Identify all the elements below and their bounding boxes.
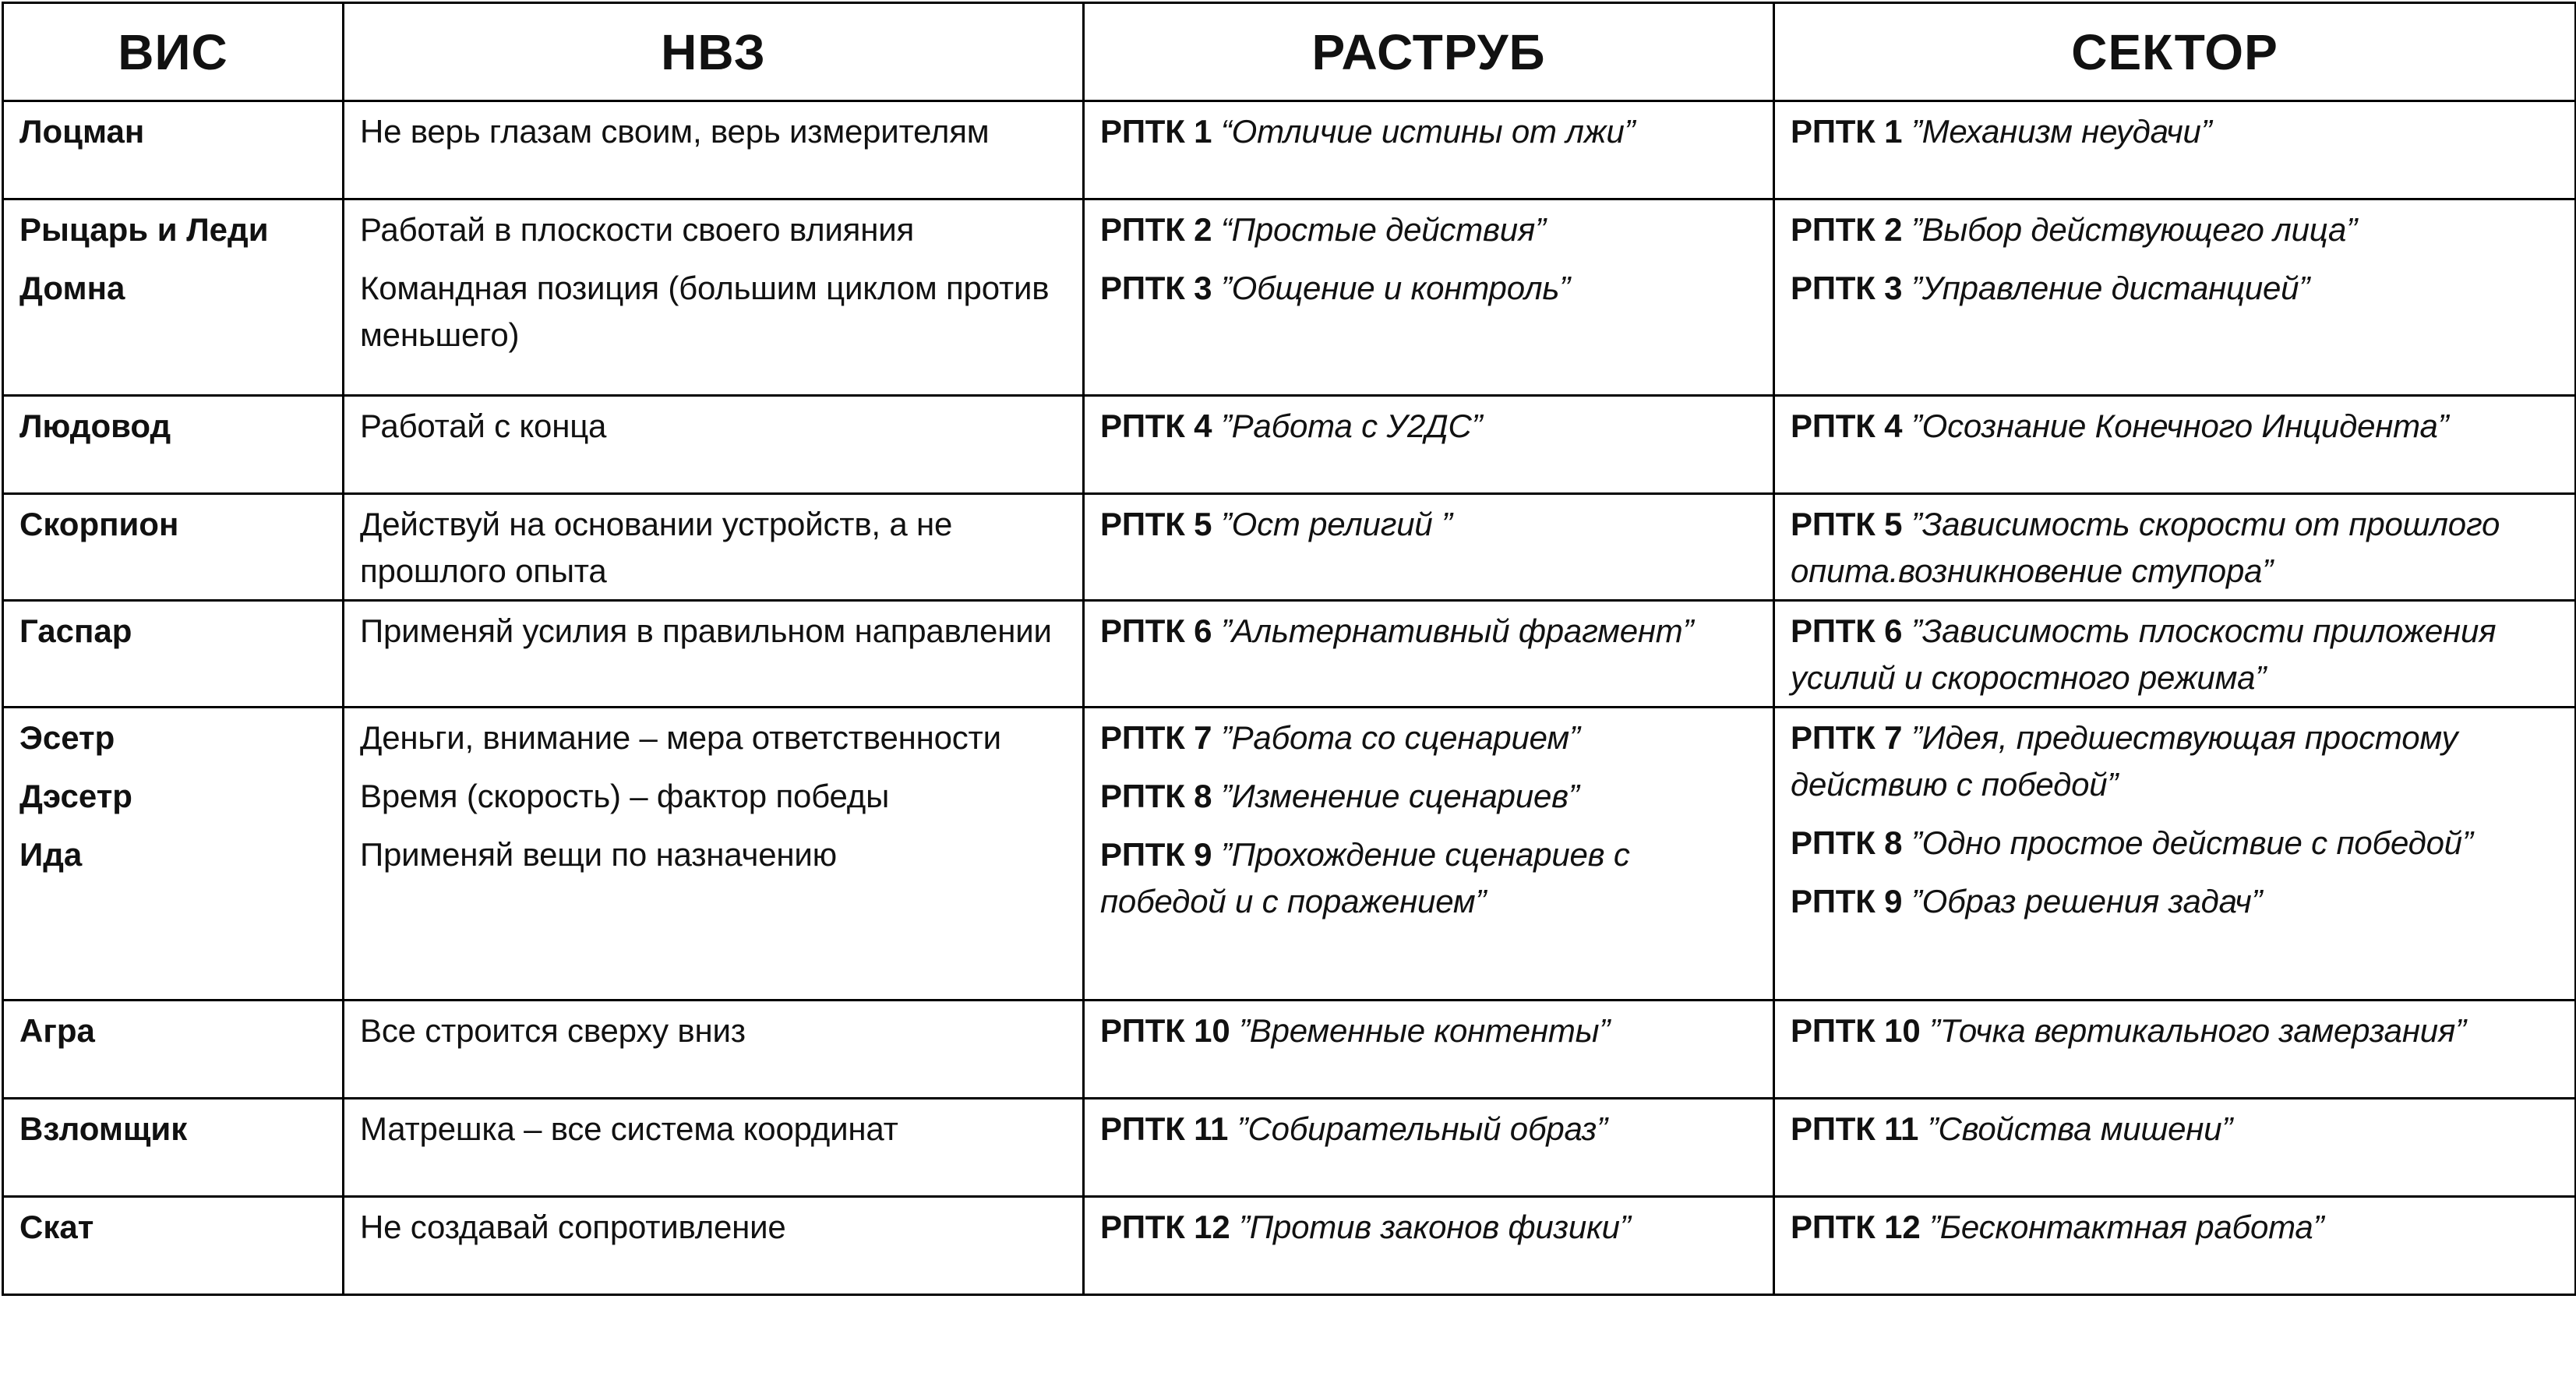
table-header-row: [3, 3, 2576, 101]
rptk-title: ”Зависимость скорости от прошлого опита.возникновение ступора”: [1791, 506, 2500, 589]
cell-nvz: [344, 101, 1084, 199]
rastrub-entry: [1100, 608, 1759, 655]
nvz-principle: Применяй усилия в правильном направлении: [360, 612, 1052, 649]
vis-name: Гаспар: [19, 612, 132, 649]
rptk-code: РПТК 2: [1100, 211, 1212, 248]
nvz-principle: Работай с конца: [360, 408, 607, 444]
rptk-code: РПТК 5: [1791, 506, 1903, 542]
entry-gap: [360, 761, 1068, 773]
rastrub-entry: [1100, 108, 1759, 155]
rastrub-entry: [1100, 265, 1759, 312]
cell-nvz: [344, 1197, 1084, 1295]
rptk-code: РПТК 8: [1791, 824, 1903, 861]
cell-vis: [3, 101, 344, 199]
entry-gap: [1791, 253, 2560, 265]
entry-gap: [1100, 820, 1759, 831]
entry-gap: [1791, 867, 2560, 878]
cell-vis: [3, 1197, 344, 1295]
rptk-title: ”Бесконтактная работа”: [1928, 1209, 2324, 1245]
rptk-code: РПТК 4: [1100, 408, 1212, 444]
rptk-title: ”Работа со сценарием”: [1220, 719, 1580, 756]
table-body: [3, 101, 2576, 1295]
vis-name: Взломщик: [19, 1110, 188, 1147]
table-row: [3, 1197, 2576, 1295]
cell-rastrub: [1084, 494, 1774, 601]
cell-sector: [1774, 494, 2576, 601]
rastrub-entry: [1100, 1204, 1759, 1251]
sector-entry: [1791, 715, 2560, 808]
sector-entry: [1791, 1008, 2560, 1054]
cell-vis: [3, 601, 344, 708]
rptk-title: ”Механизм неудачи”: [1911, 113, 2212, 150]
sector-entry: [1791, 1106, 2560, 1152]
sector-entry: [1791, 608, 2560, 701]
rastrub-entry: [1100, 501, 1759, 548]
vis-name: Ида: [19, 836, 83, 873]
entry-gap: [1100, 761, 1759, 773]
nvz-principle: Не создавай сопротивление: [360, 1209, 786, 1245]
nvz-principle: Все строится сверху вниз: [360, 1012, 746, 1049]
table-row: [3, 708, 2576, 1001]
cell-rastrub: [1084, 1001, 1774, 1099]
table-row: [3, 494, 2576, 601]
rptk-code: РПТК 3: [1791, 270, 1903, 306]
entry-gap: [19, 253, 328, 265]
column-header-nvz: НВЗ: [344, 3, 1084, 101]
cell-rastrub: [1084, 601, 1774, 708]
cell-sector: [1774, 1197, 2576, 1295]
cell-vis: [3, 396, 344, 494]
rptk-code: РПТК 7: [1791, 719, 1903, 756]
cell-nvz: [344, 1001, 1084, 1099]
vis-name: Людовод: [19, 408, 171, 444]
rptk-title: ”Собирательный образ”: [1237, 1110, 1607, 1147]
cell-vis: [3, 494, 344, 601]
cell-sector: [1774, 101, 2576, 199]
rptk-title: ”Управление дистанцией”: [1911, 270, 2310, 306]
rptk-title: ”Свойства мишени”: [1927, 1110, 2233, 1147]
sector-entry: [1791, 820, 2560, 867]
rptk-code: РПТК 12: [1791, 1209, 1921, 1245]
main-table: [2, 2, 2576, 1296]
rastrub-entry: [1100, 715, 1759, 761]
rptk-code: РПТК 4: [1791, 408, 1903, 444]
cell-sector: [1774, 1001, 2576, 1099]
column-header-sector: СЕКТОР: [1774, 3, 2576, 101]
rptk-code: РПТК 1: [1791, 113, 1903, 150]
cell-vis: [3, 1099, 344, 1197]
cell-sector: [1774, 396, 2576, 494]
rptk-title: ”Общение и контроль”: [1220, 270, 1571, 306]
rptk-title: ”Против законов физики”: [1238, 1209, 1631, 1245]
vis-name: Агра: [19, 1012, 95, 1049]
sector-entry: [1791, 265, 2560, 312]
nvz-principle: Деньги, внимание – мера ответственности: [360, 719, 1001, 756]
rastrub-entry: [1100, 831, 1759, 925]
rastrub-entry: [1100, 1106, 1759, 1152]
cell-nvz: [344, 601, 1084, 708]
vis-name: Дэсетр: [19, 778, 132, 814]
rptk-code: РПТК 11: [1791, 1110, 1919, 1147]
rptk-code: РПТК 3: [1100, 270, 1212, 306]
rptk-title: ”Осознание Конечного Инцидента”: [1911, 408, 2449, 444]
cell-sector: [1774, 199, 2576, 396]
vis-name: Лоцман: [19, 113, 145, 150]
cell-vis: [3, 1001, 344, 1099]
nvz-principle: Время (скорость) – фактор победы: [360, 778, 890, 814]
table-row: [3, 1099, 2576, 1197]
rastrub-entry: [1100, 206, 1759, 253]
cell-vis: [3, 199, 344, 396]
vis-name: Скорпион: [19, 506, 179, 542]
rptk-code: РПТК 6: [1100, 612, 1212, 649]
rptk-title: ”Точка вертикального замерзания”: [1928, 1012, 2466, 1049]
cell-rastrub: [1084, 101, 1774, 199]
sector-entry: [1791, 878, 2560, 925]
rptk-title: ”Образ решения задач”: [1911, 883, 2263, 919]
nvz-principle: Применяй вещи по назначению: [360, 836, 837, 873]
cell-sector: [1774, 601, 2576, 708]
cell-nvz: [344, 396, 1084, 494]
sector-entry: [1791, 1204, 2560, 1251]
sector-entry: [1791, 501, 2560, 595]
entry-gap: [1100, 253, 1759, 265]
vis-name: Рыцарь и Леди: [19, 211, 269, 248]
nvz-principle: Работай в плоскости своего влияния: [360, 211, 914, 248]
rptk-code: РПТК 12: [1100, 1209, 1230, 1245]
entry-gap: [19, 820, 328, 831]
table-row: [3, 1001, 2576, 1099]
table-row: [3, 101, 2576, 199]
cell-rastrub: [1084, 708, 1774, 1001]
rptk-code: РПТК 8: [1100, 778, 1212, 814]
cell-vis: [3, 708, 344, 1001]
cell-rastrub: [1084, 199, 1774, 396]
rptk-title: ”Прохождение сценариев с победой и с поражением”: [1100, 836, 1630, 919]
column-header-rastrub: РАСТРУБ: [1084, 3, 1774, 101]
rptk-title: ”Ост религий ”: [1220, 506, 1452, 542]
rptk-code: РПТК 7: [1100, 719, 1212, 756]
rptk-code: РПТК 5: [1100, 506, 1212, 542]
cell-nvz: [344, 494, 1084, 601]
rptk-code: РПТК 6: [1791, 612, 1903, 649]
sector-entry: [1791, 403, 2560, 450]
table-row: [3, 199, 2576, 396]
rptk-title: ”Альтернативный фрагмент”: [1220, 612, 1694, 649]
rptk-code: РПТК 10: [1100, 1012, 1230, 1049]
rptk-code: РПТК 9: [1791, 883, 1903, 919]
rptk-code: РПТК 9: [1100, 836, 1212, 873]
cell-nvz: [344, 1099, 1084, 1197]
rptk-title: ”Временные контенты”: [1238, 1012, 1611, 1049]
rptk-code: РПТК 2: [1791, 211, 1903, 248]
rptk-code: РПТК 1: [1100, 113, 1212, 150]
rptk-code: РПТК 11: [1100, 1110, 1229, 1147]
rptk-title: ”Изменение сценариев”: [1220, 778, 1579, 814]
cell-sector: [1774, 1099, 2576, 1197]
entry-gap: [1791, 808, 2560, 820]
entry-gap: [19, 761, 328, 773]
cell-rastrub: [1084, 1197, 1774, 1295]
rptk-title: “Простые действия”: [1220, 211, 1546, 248]
rptk-title: ”Одно простое действие с победой”: [1911, 824, 2473, 861]
rptk-code: РПТК 10: [1791, 1012, 1921, 1049]
sector-entry: [1791, 108, 2560, 155]
vis-name: Домна: [19, 270, 125, 306]
cell-sector: [1774, 708, 2576, 1001]
rastrub-entry: [1100, 1008, 1759, 1054]
nvz-principle: Командная позиция (большим циклом против меньшего): [360, 270, 1050, 353]
rastrub-entry: [1100, 403, 1759, 450]
column-header-vis: ВИС: [3, 3, 344, 101]
vis-name: Эсетр: [19, 719, 115, 756]
rastrub-entry: [1100, 773, 1759, 820]
table-row: [3, 396, 2576, 494]
nvz-principle: Матрешка – все система координат: [360, 1110, 898, 1147]
rptk-title: ”Работа с У2ДС”: [1220, 408, 1483, 444]
entry-gap: [360, 820, 1068, 831]
nvz-principle: Не верь глазам своим, верь измерителям: [360, 113, 990, 150]
cell-rastrub: [1084, 396, 1774, 494]
table-row: [3, 601, 2576, 708]
vis-name: Скат: [19, 1209, 94, 1245]
nvz-principle: Действуй на основании устройств, а не прошлого опыта: [360, 506, 953, 589]
cell-nvz: [344, 199, 1084, 396]
rptk-title: ”Идея, предшествующая простому действию с победой”: [1791, 719, 2458, 803]
rptk-title: “Отличие истины от лжи”: [1220, 113, 1636, 150]
cell-rastrub: [1084, 1099, 1774, 1197]
sector-entry: [1791, 206, 2560, 253]
cell-nvz: [344, 708, 1084, 1001]
rptk-title: ”Зависимость плоскости приложения усилий и скоростного режима”: [1791, 612, 2497, 696]
entry-gap: [360, 253, 1068, 265]
rptk-title: ”Выбор действующего лица”: [1911, 211, 2358, 248]
